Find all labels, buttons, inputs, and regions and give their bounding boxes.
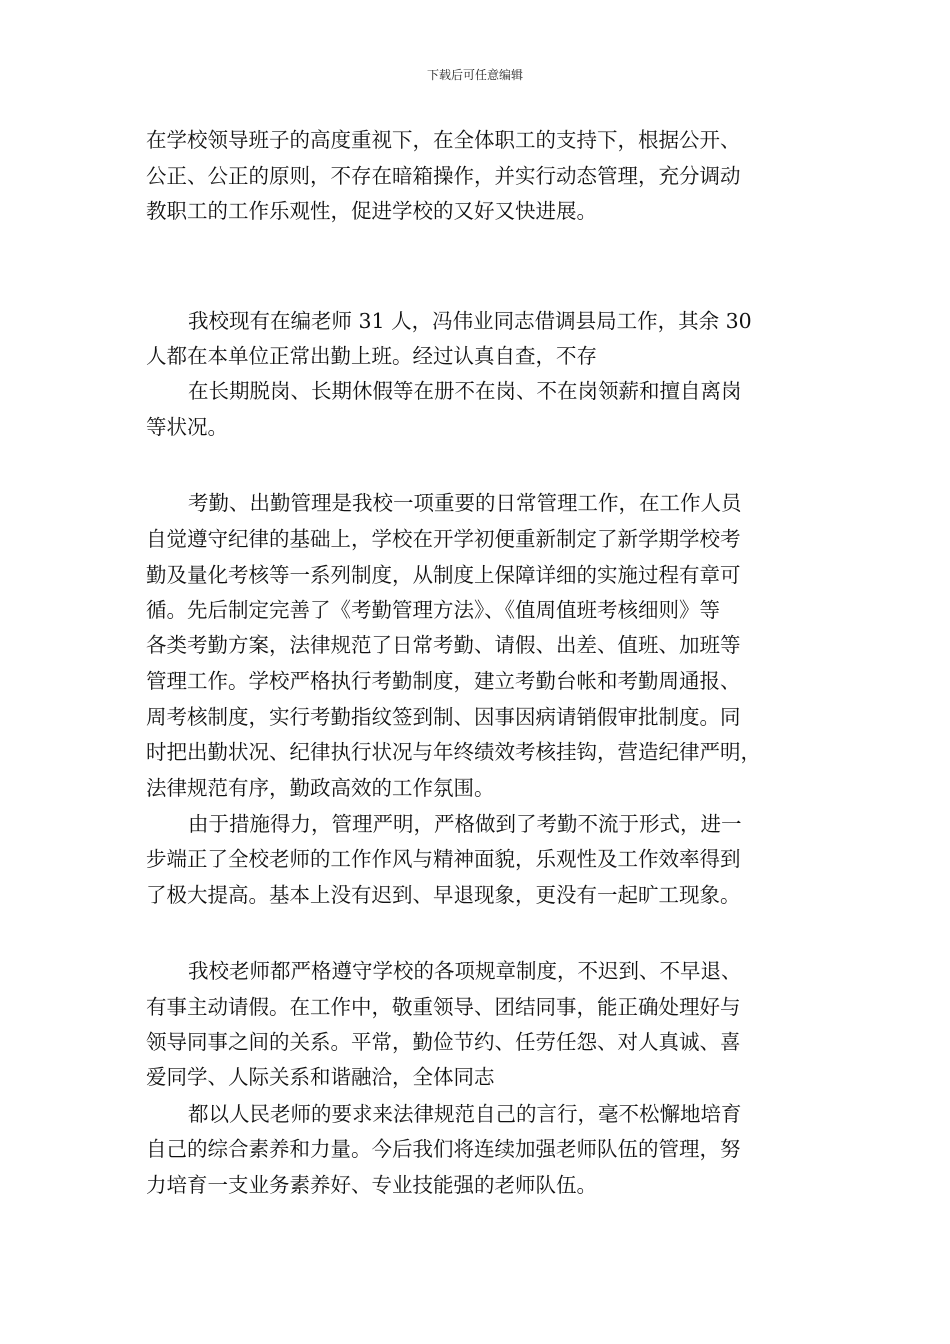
body-line: 等状况。 [146,415,228,439]
body-line: 力培育一支业务素养好、专业技能强的老师队伍。 [146,1173,597,1197]
body-line: 了极大提高。基本上没有迟到、早退现象，更没有一起旷工现象。 [146,883,741,907]
body-line: 法律规范有序，勤政高效的工作氛围。 [146,776,495,800]
body-line: 我校现有在编老师 31 人，冯伟业同志借调县局工作，其余 30 [188,309,752,333]
page-header-note: 下载后可任意编辑 [426,68,523,82]
body-line: 管理工作。学校严格执行考勤制度，建立考勤台帐和考勤周通报、 [146,669,741,693]
body-line: 步端正了全校老师的工作作风与精神面貌，乐观性及工作效率得到 [146,847,741,871]
body-line: 由于措施得力，管理严明，严格做到了考勤不流于形式，进一 [188,812,742,836]
body-line: 教职工的工作乐观性，促进学校的又好又快进展。 [146,199,597,223]
body-line: 周考核制度，实行考勤指纹签到制、因事因病请销假审批制度。同 [146,705,741,729]
body-line: 自己的综合素养和力量。今后我们将连续加强老师队伍的管理，努 [146,1137,741,1161]
body-line: 在学校领导班子的高度重视下，在全体职工的支持下，根据公开、 [146,128,741,152]
body-line: 在长期脱岗、长期休假等在册不在岗、不在岗领薪和擅自离岗 [188,379,742,403]
body-line: 领导同事之间的关系。平常，勤俭节约、任劳任怨、对人真诚、喜 [146,1030,741,1054]
body-line: 各类考勤方案，法律规范了日常考勤、请假、出差、值班、加班等 [146,633,741,657]
body-line: 我校老师都严格遵守学校的各项规章制度，不迟到、不早退、 [188,959,742,983]
body-line: 自觉遵守纪律的基础上，学校在开学初便重新制定了新学期学校考 [146,527,741,551]
body-line: 爱同学、人际关系和谐融洽，全体同志 [146,1065,495,1089]
body-line: 公正、公正的原则，不存在暗箱操作，并实行动态管理，充分调动 [146,164,741,188]
body-line: 时把出勤状况、纪律执行状况与年终绩效考核挂钩，营造纪律严明， [146,740,761,764]
body-line: 考勤、出勤管理是我校一项重要的日常管理工作，在工作人员 [188,491,742,515]
body-line: 人都在本单位正常出勤上班。经过认真自查，不存 [146,344,597,368]
body-line: 都以人民老师的要求来法律规范自己的言行，毫不松懈地培育 [188,1102,742,1126]
body-line: 循。先后制定完善了《考勤管理方法》、《值周值班考核细则》等 [146,598,720,622]
body-line: 有事主动请假。在工作中，敬重领导、团结同事，能正确处理好与 [146,995,741,1019]
body-line: 勤及量化考核等一系列制度，从制度上保障详细的实施过程有章可 [146,563,741,587]
